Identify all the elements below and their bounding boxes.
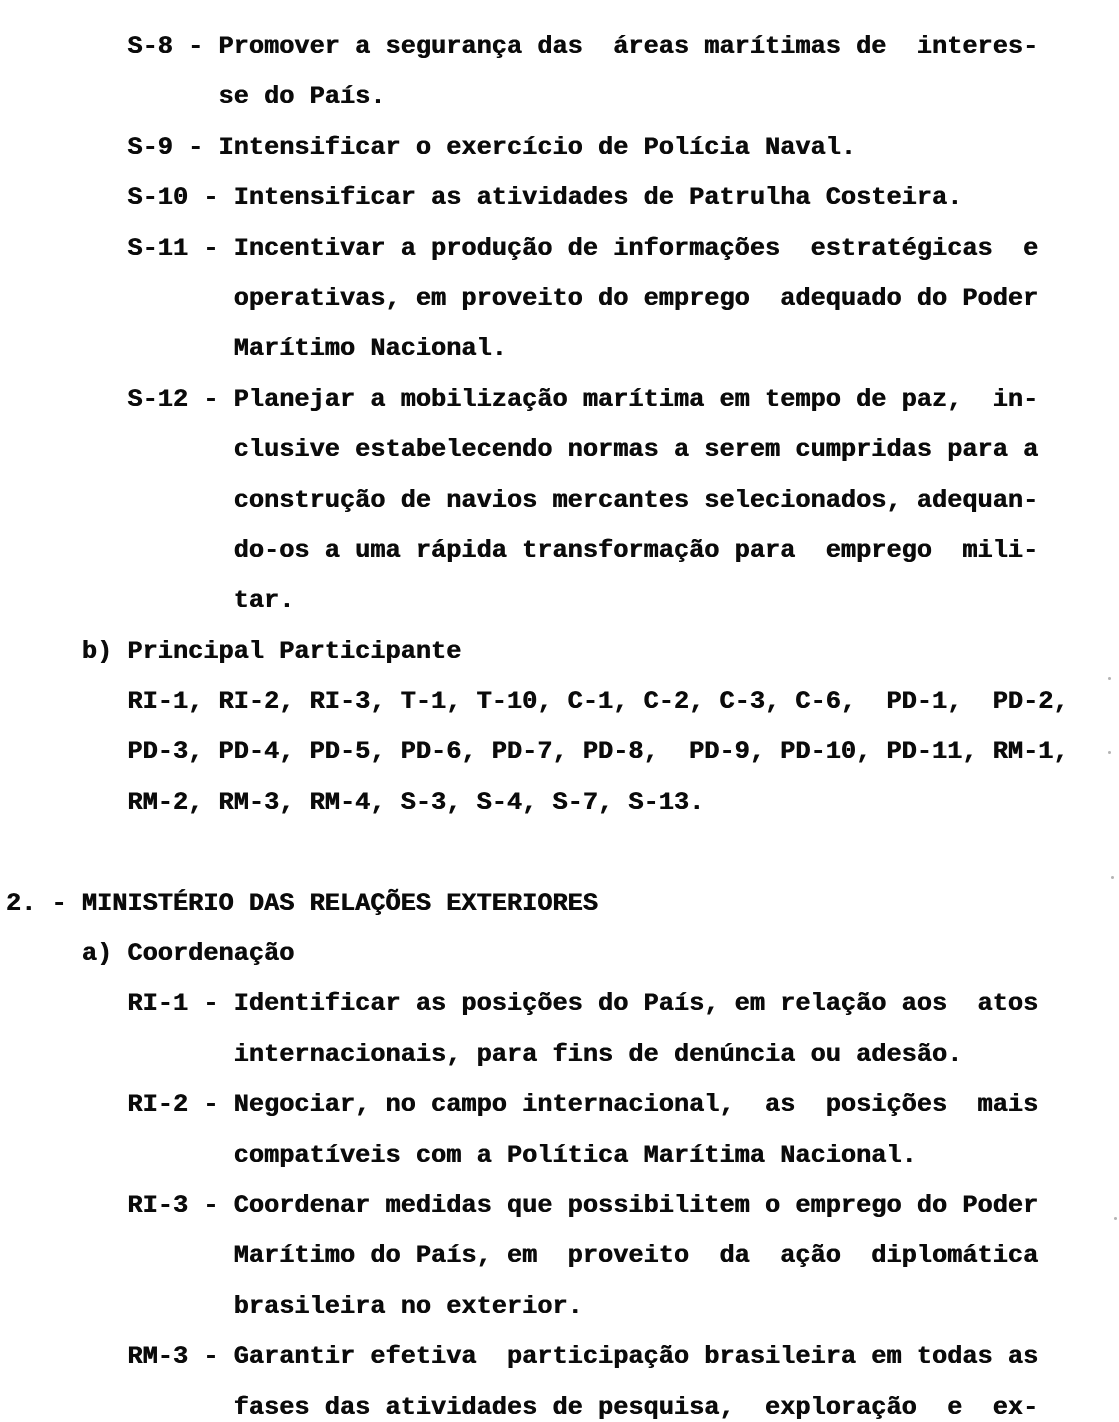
- scan-speck: [1114, 1217, 1117, 1220]
- text-line: b) Principal Participante: [6, 636, 462, 666]
- text-line: RI-2 - Negociar, no campo internacional, as posições mais: [6, 1090, 1039, 1120]
- text-line: do-os a uma rápida transformação para emprego mili-: [6, 535, 1039, 565]
- text-line: RI-1, RI-2, RI-3, T-1, T-10, C-1, C-2, C-3, C-6, PD-1, PD-2,: [6, 687, 1069, 717]
- text-line: PD-3, PD-4, PD-5, PD-6, PD-7, PD-8, PD-9, PD-10, PD-11, RM-1,: [6, 737, 1069, 767]
- text-line: RM-2, RM-3, RM-4, S-3, S-4, S-7, S-13.: [6, 787, 705, 817]
- text-line: a) Coordenação: [6, 939, 295, 969]
- text-line: S-10 - Intensificar as atividades de Patrulha Costeira.: [6, 183, 963, 213]
- text-line: Marítimo do País, em proveito da ação diplomática: [6, 1241, 1039, 1271]
- text-line: S-12 - Planejar a mobilização marítima em tempo de paz, in-: [6, 384, 1039, 414]
- text-line: RM-3 - Garantir efetiva participação brasileira em todas as: [6, 1342, 1039, 1372]
- text-line: tar.: [6, 586, 295, 616]
- text-line: compatíveis com a Política Marítima Nacional.: [6, 1140, 917, 1170]
- text-line: fases das atividades de pesquisa, exploração e ex-: [6, 1392, 1039, 1422]
- text-line: internacionais, para fins de denúncia ou adesão.: [6, 1039, 963, 1069]
- scan-speck: [1108, 677, 1111, 680]
- text-line: S-11 - Incentivar a produção de informações estratégicas e: [6, 233, 1039, 263]
- text-line: S-9 - Intensificar o exercício de Polícia Naval.: [6, 132, 857, 162]
- text-line: 2. - MINISTÉRIO DAS RELAÇÕES EXTERIORES: [6, 888, 599, 918]
- document-text: [6, 22, 1069, 1422]
- text-line: [6, 828, 1069, 878]
- scan-speck: [1111, 876, 1114, 879]
- text-line: construção de navios mercantes selecionados, adequan-: [6, 485, 1039, 515]
- text-line: brasileira no exterior.: [6, 1291, 583, 1321]
- text-line: operativas, em proveito do emprego adequado do Poder: [6, 283, 1039, 313]
- text-line: RI-3 - Coordenar medidas que possibilitem o emprego do Poder: [6, 1190, 1039, 1220]
- text-line: Marítimo Nacional.: [6, 334, 507, 364]
- text-line: S-8 - Promover a segurança das áreas marítimas de interes-: [6, 32, 1039, 61]
- text-line: clusive estabelecendo normas a serem cumpridas para a: [6, 435, 1039, 465]
- text-line: RI-1 - Identificar as posições do País, em relação aos atos: [6, 989, 1039, 1019]
- scan-speck: [1108, 751, 1111, 754]
- text-line: se do País.: [6, 82, 386, 112]
